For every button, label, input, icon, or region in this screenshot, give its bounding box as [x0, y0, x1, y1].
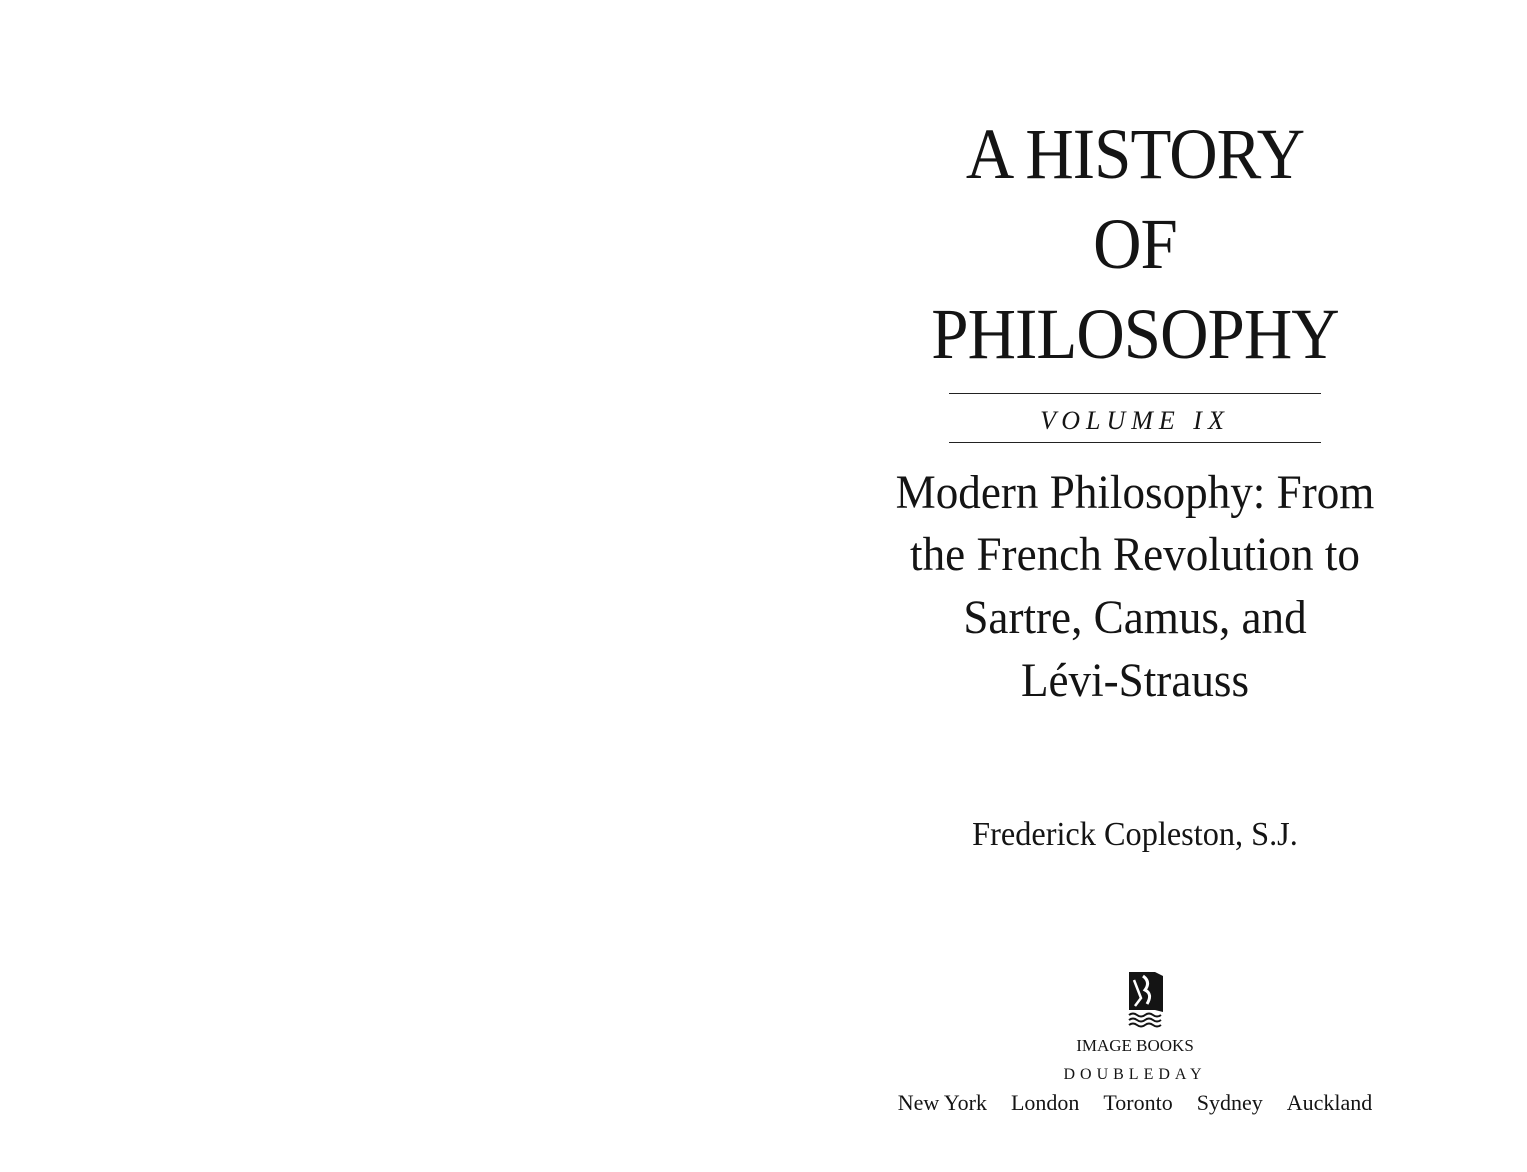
city-toronto: Toronto: [1103, 1090, 1173, 1115]
volume-label: VOLUME IX: [1040, 406, 1230, 435]
subtitle-line-1: Modern Philosophy: From: [895, 466, 1375, 519]
city-london: London: [1010, 1090, 1080, 1115]
bottom-rule-divider: [949, 442, 1321, 443]
city-new-york: New York: [897, 1090, 987, 1115]
subtitle-line-3: Sartre, Camus, and: [963, 591, 1307, 644]
subtitle-line-2: the French Revolution to: [910, 528, 1360, 581]
image-books-logo-icon: [1125, 968, 1165, 1028]
publisher-cities: [830, 1090, 1440, 1116]
title-line-3: PHILOSOPHY: [931, 294, 1339, 374]
city-sydney: Sydney: [1196, 1090, 1263, 1115]
title-page: [830, 0, 1440, 1172]
subtitle-line-4: Lévi-Strauss: [1020, 654, 1250, 707]
title-line-2: OF: [1093, 204, 1177, 284]
imprint-name: IMAGE BOOKS: [1076, 1036, 1194, 1055]
top-rule-divider: [949, 393, 1321, 394]
title-line-1: A HISTORY: [965, 114, 1305, 194]
city-auckland: Auckland: [1286, 1090, 1373, 1115]
author-name: Frederick Copleston, S.J.: [972, 816, 1298, 853]
publisher-name: DOUBLEDAY: [1063, 1066, 1207, 1083]
